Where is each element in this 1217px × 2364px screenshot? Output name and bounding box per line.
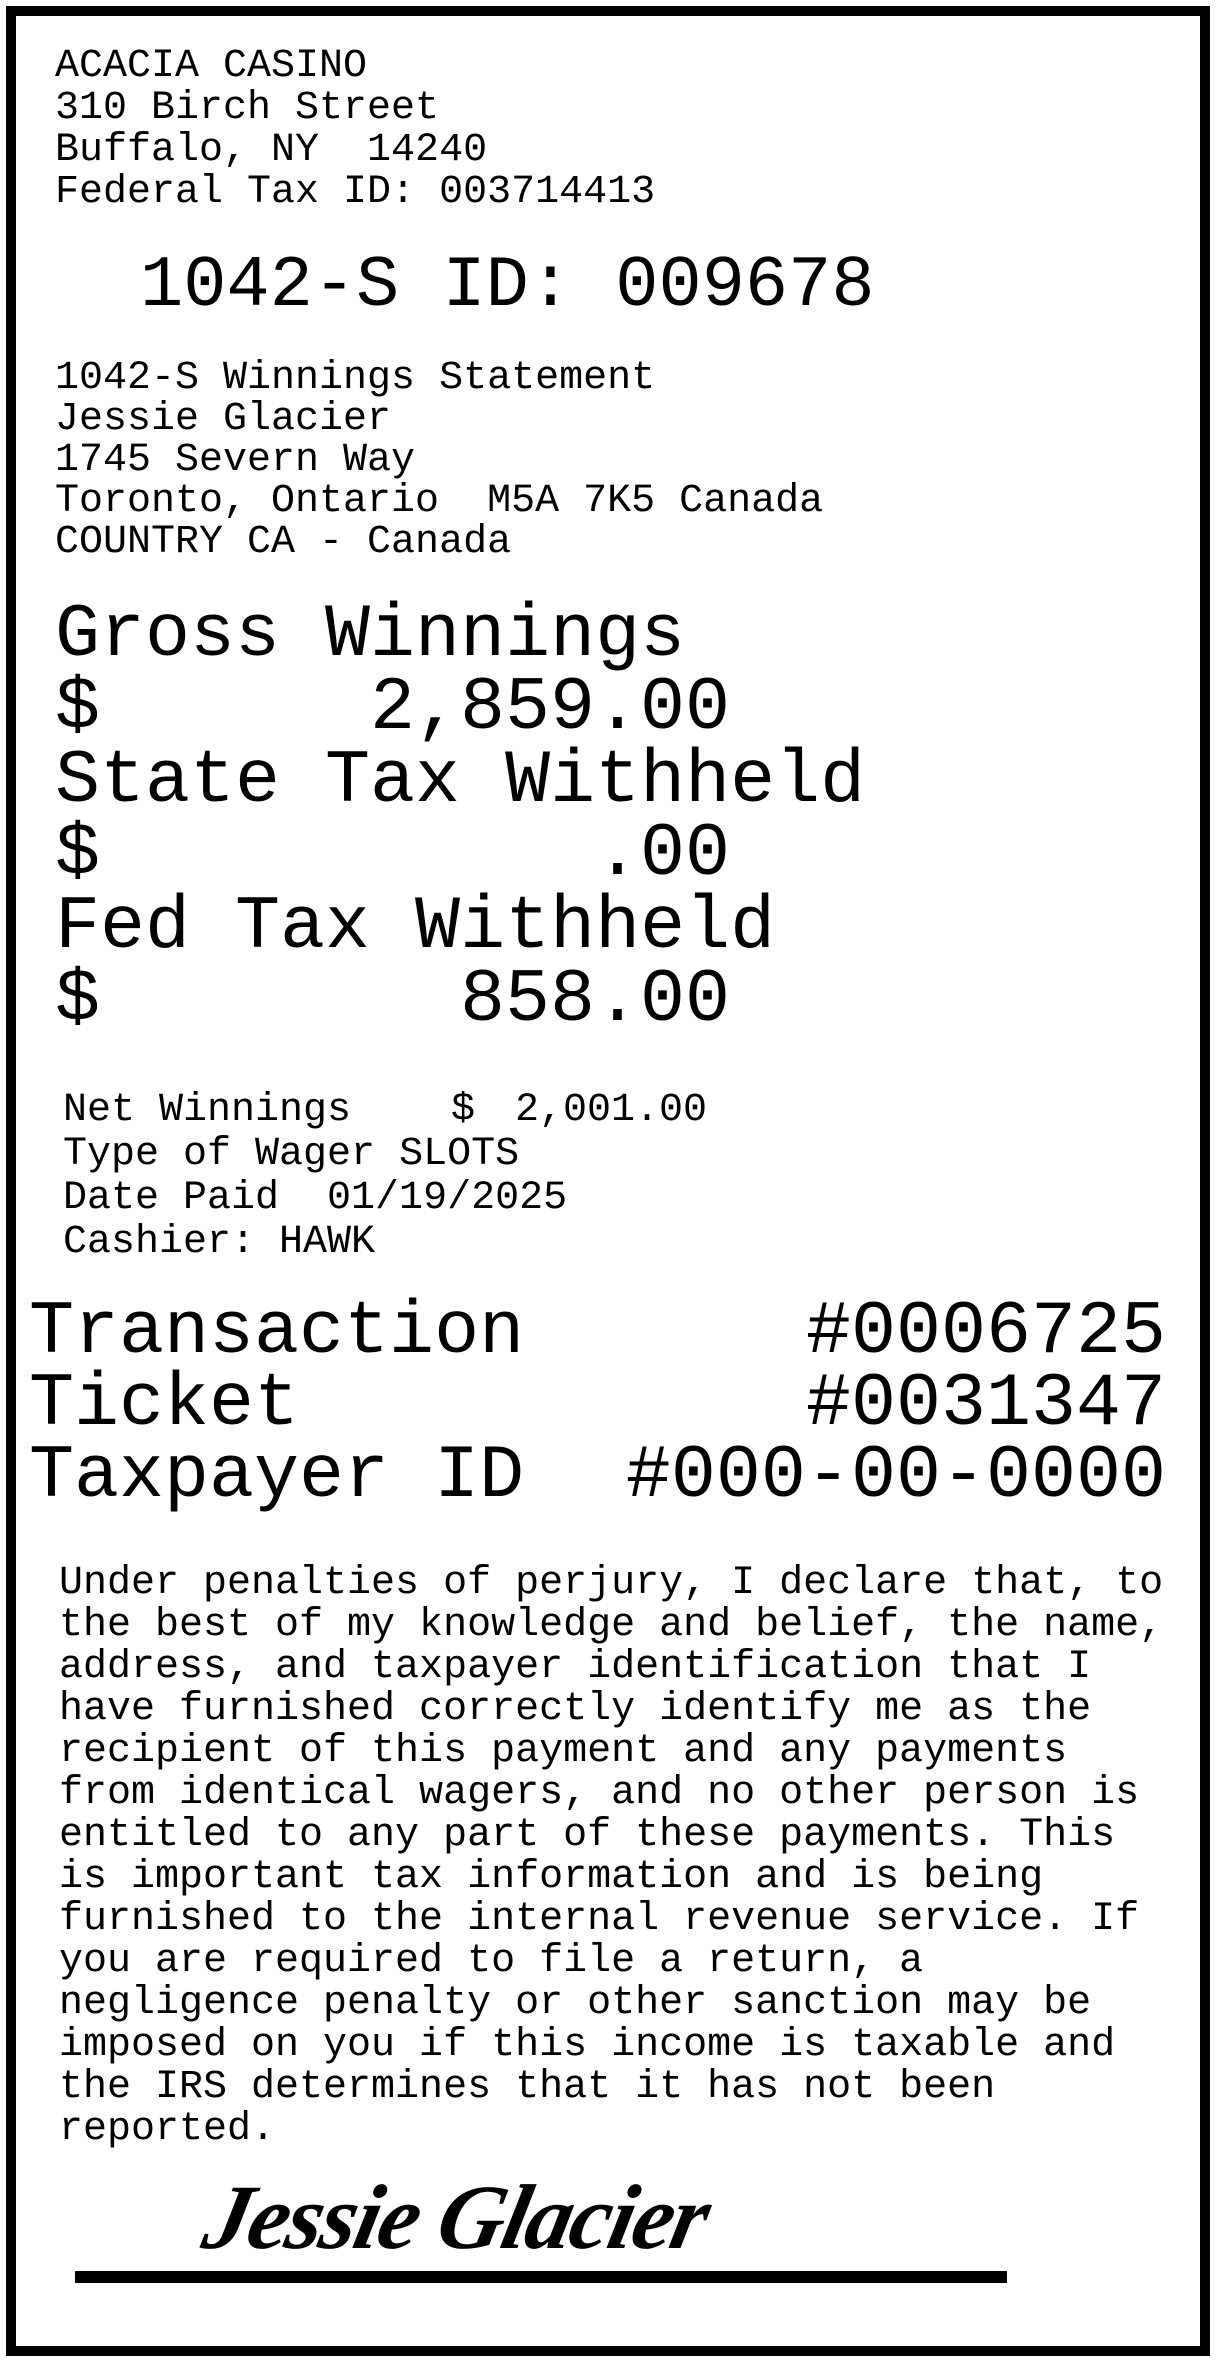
recipient-name: Jessie Glacier xyxy=(55,397,392,442)
ticket-row xyxy=(29,1362,1166,1447)
currency-symbol: $ xyxy=(55,812,101,897)
perjury-declaration-text: Under penalties of perjury, I declare that, to the best of my knowledge and belief, the name, address, and taxpayer identification that I have furnished correctly identify me as the recipient of this payment and any payments from identical wagers, and no other person is entitled to any part of these payments. This is important tax information and is being furnished to the internal revenue service. If you are required to file a return, a negligence penalty or other sanction may be imposed on you if this income is taxable and the IRS determines that it has not been reported. xyxy=(59,1561,1164,2152)
recipient-country: COUNTRY CA - Canada xyxy=(55,520,512,565)
references-block xyxy=(29,1290,1200,1519)
signature-block xyxy=(55,2165,1200,2283)
currency-symbol: $ xyxy=(451,1088,476,1133)
ticket-number: #0031347 xyxy=(805,1362,1166,1447)
form-id-heading: 1042-S ID: 009678 xyxy=(140,245,875,327)
cashier-label: Cashier: xyxy=(63,1220,256,1265)
casino-header xyxy=(55,46,1200,214)
state-tax-value: .00 xyxy=(594,812,730,897)
casino-city-state-zip: Buffalo, NY 14240 xyxy=(55,128,488,173)
date-paid-label: Date Paid xyxy=(63,1176,280,1221)
receipt-paper xyxy=(6,6,1210,2356)
transaction-row xyxy=(29,1290,1166,1375)
wager-type-label: Type of Wager xyxy=(63,1132,376,1177)
casino-federal-tax-id: Federal Tax ID: 003714413 xyxy=(55,170,656,215)
recipient-city-province: Toronto, Ontario M5A 7K5 Canada xyxy=(55,479,824,524)
casino-street: 310 Birch Street xyxy=(55,86,440,131)
cashier-value: HAWK xyxy=(279,1220,376,1265)
transaction-number: #0006725 xyxy=(805,1290,1166,1375)
gross-winnings-label: Gross Winnings xyxy=(55,593,686,678)
amounts-block xyxy=(55,593,1200,1043)
casino-name: ACACIA CASINO xyxy=(55,44,368,89)
taxpayer-id-label: Taxpayer ID xyxy=(29,1434,525,1519)
date-paid-value: 01/19/2025 xyxy=(327,1176,568,1221)
ticket-label: Ticket xyxy=(29,1362,300,1447)
currency-symbol: $ xyxy=(55,958,101,1043)
cashier-row xyxy=(63,1221,1200,1265)
details-block xyxy=(63,1089,1200,1265)
gross-winnings-value: 2,859.00 xyxy=(369,666,730,751)
taxpayer-id-row xyxy=(29,1434,1166,1519)
net-winnings-value: 2,001.00 xyxy=(514,1088,707,1133)
fed-tax-amount-row xyxy=(55,958,730,1043)
statement-title: 1042-S Winnings Statement xyxy=(55,356,656,401)
net-winnings-row xyxy=(63,1089,1200,1133)
transaction-label: Transaction xyxy=(29,1290,525,1375)
fed-tax-label: Fed Tax Withheld xyxy=(55,885,776,970)
fed-tax-value: 858.00 xyxy=(459,958,730,1043)
currency-symbol: $ xyxy=(55,666,101,751)
wager-type-value: SLOTS xyxy=(399,1132,520,1177)
recipient-block xyxy=(55,358,1200,563)
taxpayer-id-number: #000-00-0000 xyxy=(625,1434,1166,1519)
state-tax-amount-row xyxy=(55,812,730,897)
wager-type-row xyxy=(63,1133,1200,1177)
signature-script: Jessie Glacier xyxy=(195,2166,718,2268)
signature-line xyxy=(75,2271,1007,2283)
state-tax-label: State Tax Withheld xyxy=(55,739,866,824)
recipient-street: 1745 Severn Way xyxy=(55,438,416,483)
date-paid-row xyxy=(63,1177,1200,1221)
net-winnings-label: Net Winnings xyxy=(63,1088,352,1133)
gross-winnings-amount-row xyxy=(55,666,730,751)
